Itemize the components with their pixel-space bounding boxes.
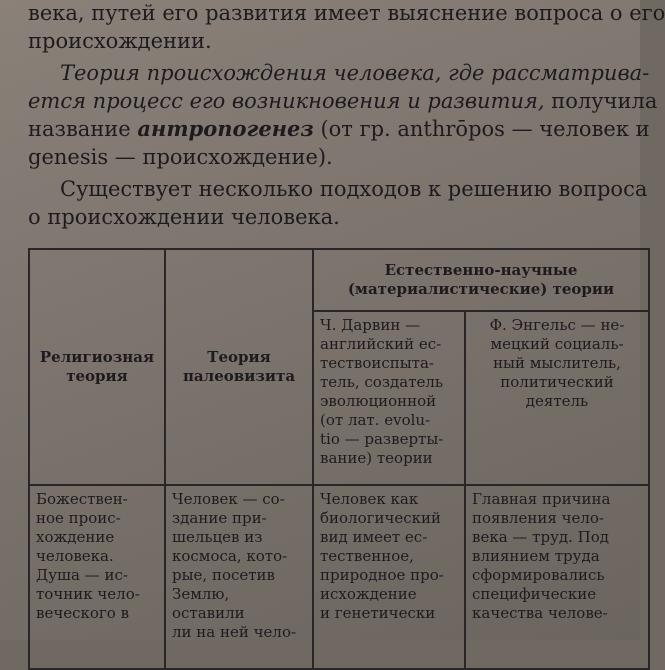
paleovisit-body-cell: Человек — со- здание при- шельцев из космоса, кото- рые, посетив Землю, оставили ли на ней чело-: [166, 486, 314, 670]
text-fragment: (от гр. anthrōpos — человек и: [313, 117, 650, 141]
text-line: происхождении.: [28, 29, 212, 53]
darwin-body-cell: Человек как биологический вид имеет ес- тественное, природное про- исхождение и генетически: [314, 486, 466, 670]
text-line: века, путей его развития имеет выяснение вопроса о его: [28, 1, 665, 25]
engels-body-cell: Главная причина появления чело- века — труд. Под влиянием труда сформировались специфические качества челове-: [466, 486, 650, 670]
text-fragment: название: [28, 117, 138, 141]
italic-definition-fragment: ется процесс его возникновения и развития,: [28, 89, 545, 113]
text-line: Существует несколько подходов к решению вопроса: [60, 177, 648, 201]
text-line: [28, 116, 650, 142]
text-fragment: получила: [544, 89, 658, 113]
text-line: genesis — происхождение).: [28, 145, 333, 169]
italic-definition-line: Теория происхождения человека, где рассматрива-: [60, 61, 650, 85]
text-line: о происхождении человека.: [28, 205, 340, 229]
origin-theories-table: [28, 248, 650, 670]
religious-body-cell: Божествен- ное проис- хождение человека. Душа — ис- точник чело- веческого в: [30, 486, 166, 670]
engels-cell: Ф. Энгельс — не- мецкий социаль- ный мыслитель, политический деятель: [466, 312, 650, 486]
darwin-cell: Ч. Дарвин — английский ес- тествоиспыта- тель, создатель эволюционной (от лат. evolu- tio — разверты- вание) теории: [314, 312, 466, 486]
term-anthropogenesis: антропогенез: [137, 116, 314, 141]
header-natural-science-theories: Естественно-научные (материалистические) теории: [314, 250, 650, 312]
header-religious-theory: Религиозная теория: [30, 250, 166, 486]
text-line: [28, 88, 657, 114]
header-paleovisit-theory: Теория палеовизита: [166, 250, 314, 486]
